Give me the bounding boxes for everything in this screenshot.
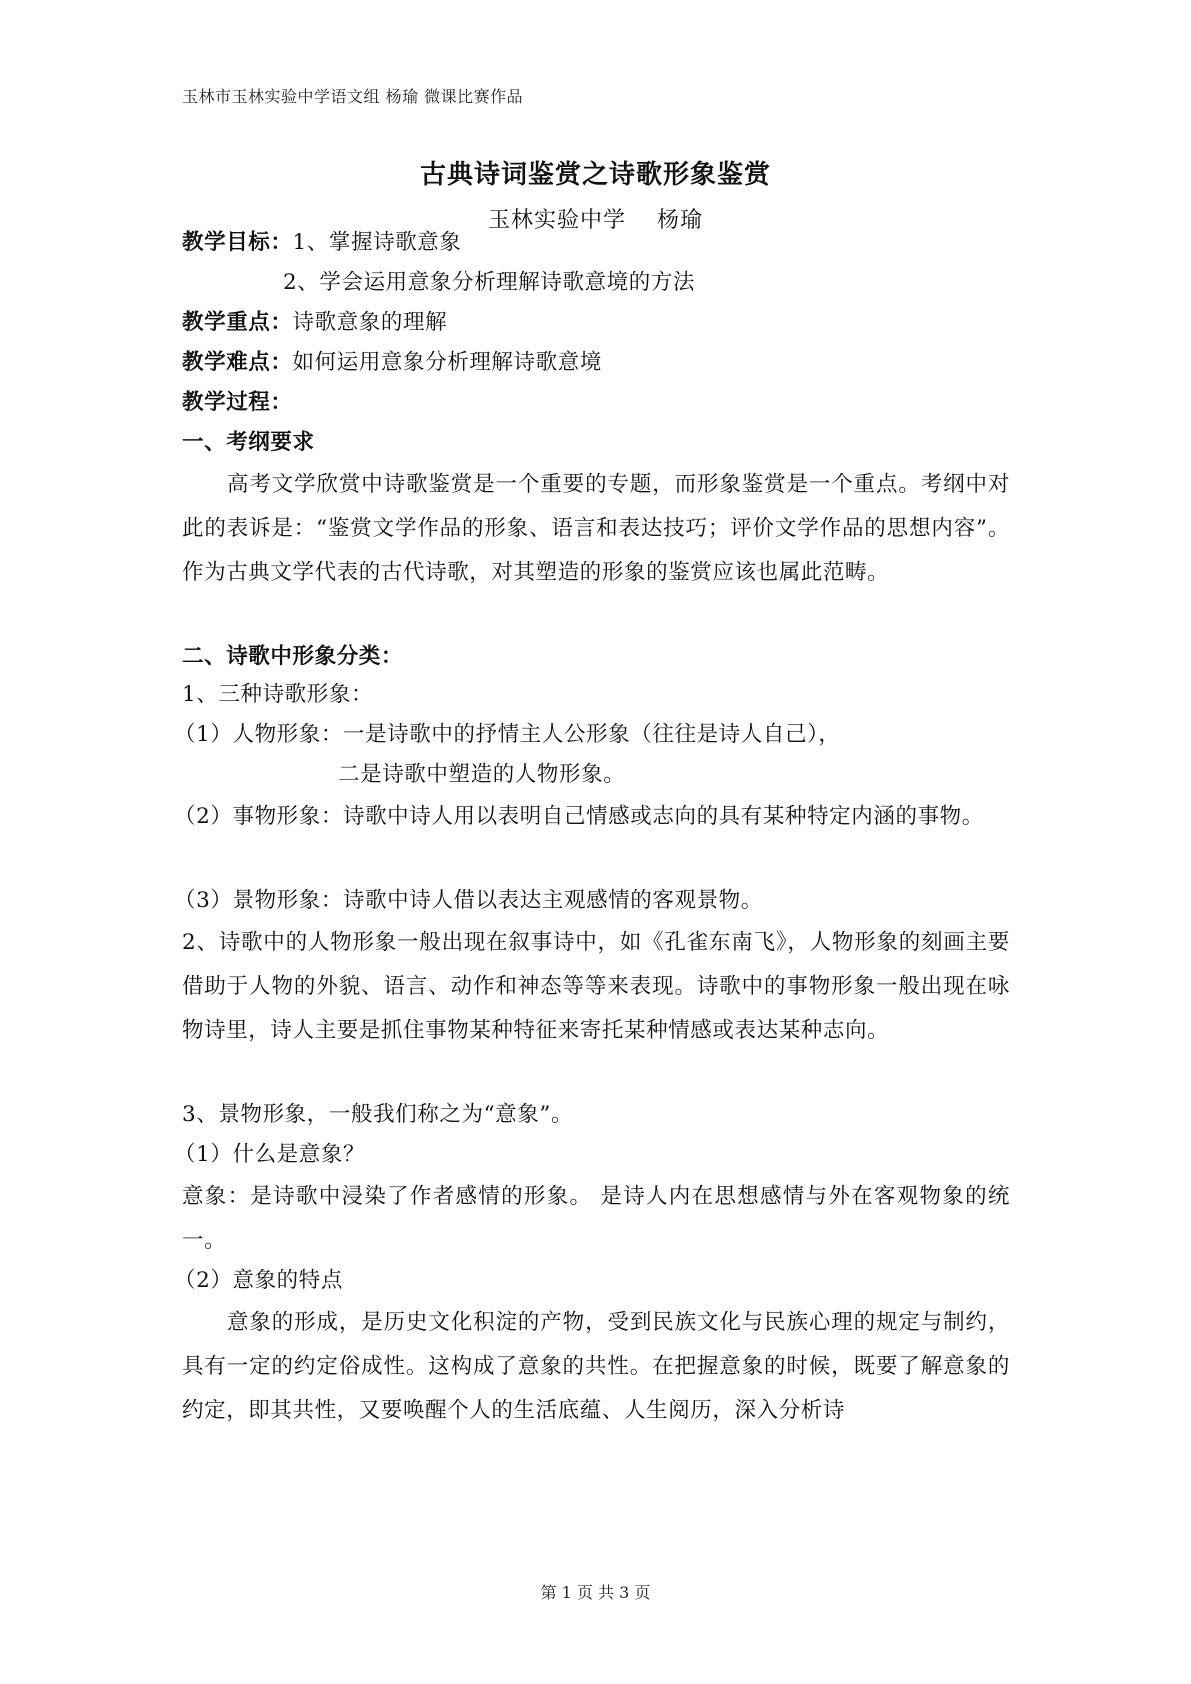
document-title: 古典诗词鉴赏之诗歌形象鉴赏: [419, 160, 771, 190]
person-image-line-1: （1）人物形象：一是诗歌中的抒情主人公形象（往往是诗人自己），: [174, 722, 841, 747]
image-definition: 意象：是诗歌中浸染了作者感情的形象。 是诗人内在思想感情与外在客观物象的统一。: [182, 1184, 1010, 1253]
document-author: 玉林实验中学 杨瑜: [488, 208, 703, 233]
image-features-paragraph: 意象的形成，是历史文化积淀的产物，受到民族文化与民族心理的规定与制约，具有一定的约定俗成性。这构成了意象的共性。在把握意象的时候，既要了解意象的约定，即其共性，又要唤醒个人的生活底蕴、人生阅历，深入分析诗: [182, 1310, 1010, 1423]
section2-item1-heading: 1、三种诗歌形象：: [182, 682, 374, 707]
objectives-label: 教学目标：: [182, 230, 293, 255]
process-label: 教学过程：: [182, 390, 293, 415]
object-image-paragraph: （2）事物形象：诗歌中诗人用以表明自己情感或志向的具有某种特定内涵的事物。: [174, 804, 984, 829]
page-header: 玉林市玉林实验中学语文组 杨瑜 微课比赛作品: [182, 87, 524, 106]
page-footer: 第 1 页 共 3 页: [540, 1583, 651, 1602]
difficulty-text: 如何运用意象分析理解诗歌意境: [292, 350, 602, 375]
key-point-line: [182, 301, 1012, 345]
section1-heading: 一、考纲要求: [182, 430, 315, 455]
question-image-features: （2）意象的特点: [174, 1268, 343, 1293]
section2-item3-heading: 3、景物形象，一般我们称之为“意象”。: [182, 1102, 574, 1127]
question-what-is-image: （1）什么是意象？: [174, 1142, 366, 1167]
difficulty-label: 教学难点：: [182, 350, 293, 375]
section1-paragraph: 高考文学欣赏中诗歌鉴赏是一个重要的专题，而形象鉴赏是一个重点。考纲中对此的表诉是：“鉴赏文学作品的形象、语言和表达技巧；评价文学作品的思想内容”。作为古典文学代表的古代诗歌，对其塑造的形象的鉴赏应该也属此范畴。: [182, 472, 1010, 585]
objectives-line-1: [182, 221, 1012, 265]
section2-item2: 2、诗歌中的人物形象一般出现在叙事诗中，如《孔雀东南飞》，人物形象的刻画主要借助于人物的外貌、语言、动作和神态等等来表现。诗歌中的事物形象一般出现在咏物诗里，诗人主要是抓住事物某种特征来寄托某种情感或表达某种志向。: [182, 930, 1010, 1043]
section2-heading: 二、诗歌中形象分类：: [182, 644, 404, 669]
difficulty-line: [182, 341, 1012, 385]
objective-2: 2、学会运用意象分析理解诗歌意境的方法: [283, 270, 696, 295]
scenery-image-paragraph: （3）景物形象：诗歌中诗人借以表达主观感情的客观景物。: [174, 888, 763, 913]
key-point-text: 诗歌意象的理解: [292, 310, 448, 335]
person-image-line-2: 二是诗歌中塑造的人物形象。: [338, 762, 626, 787]
key-point-label: 教学重点：: [182, 310, 293, 335]
objective-1: 1、掌握诗歌意象: [292, 230, 462, 255]
